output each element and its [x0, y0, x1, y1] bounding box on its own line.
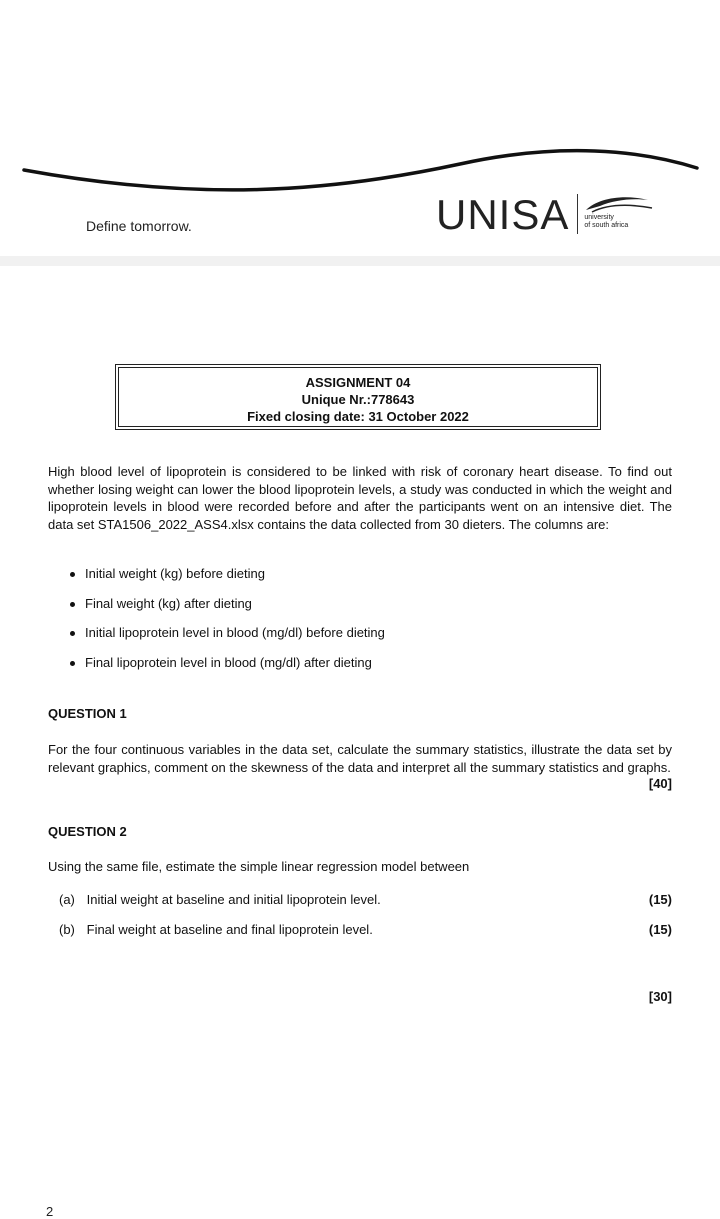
- bullet-icon: [70, 631, 75, 636]
- assignment-box-inner: [118, 367, 598, 427]
- question-1-heading: QUESTION 1: [48, 706, 127, 721]
- unique-number: Unique Nr.:778643: [301, 392, 415, 407]
- wing-icon: [584, 192, 656, 214]
- logo-subtitle: [584, 214, 628, 230]
- columns-list: [68, 566, 668, 684]
- list-item-text: Initial weight (kg) before dieting: [85, 566, 265, 581]
- logo-emblem: [584, 192, 656, 236]
- question-2-text: Using the same file, estimate the simple linear regression model between: [48, 859, 470, 874]
- intro-paragraph: High blood level of lipoprotein is considered to be linked with risk of coronary heart disease. To find out whether losing weight can lower the blood lipoprotein levels, a study was conducted in which the weight and lipoprotein levels in blood were recorded before and after the participants went on an intensive diet. The data set STA1506_2022_ASS4.xlsx contains the data collected from 30 dieters. The columns are:: [48, 464, 672, 532]
- list-item: [68, 625, 668, 655]
- item-text: Initial weight at baseline and initial lipoprotein level.: [86, 892, 381, 907]
- logo-sub-line-1: university: [584, 214, 614, 221]
- list-item-text: Final weight (kg) after dieting: [85, 595, 252, 611]
- page-number: 2: [46, 1204, 54, 1219]
- tagline: Define tomorrow.: [86, 218, 192, 234]
- item-label: (b): [59, 922, 75, 937]
- logo-sub-line-2: of south africa: [584, 222, 629, 229]
- bullet-icon: [70, 661, 75, 666]
- assignment-title: ASSIGNMENT 04: [305, 375, 411, 390]
- list-item-text: Initial lipoprotein level in blood (mg/dl) before dieting: [85, 625, 385, 640]
- list-item: [68, 566, 668, 596]
- header-divider-band: [0, 256, 720, 266]
- list-item: [68, 596, 668, 626]
- item-b-marks: (15): [648, 922, 672, 937]
- list-item-text: Final lipoprotein level in blood (mg/dl) after dieting: [85, 654, 372, 670]
- bullet-icon: [70, 602, 75, 607]
- logo-wordmark: UNISA: [436, 191, 570, 238]
- closing-date: Fixed closing date: 31 October 2022: [247, 409, 469, 424]
- unisa-logo: [436, 192, 656, 238]
- question-2-total-marks: [30]: [648, 989, 672, 1004]
- document-header: [0, 0, 720, 256]
- question-1-marks: [40]: [648, 776, 672, 791]
- item-label: (a): [59, 892, 75, 907]
- list-item: [68, 655, 668, 685]
- question-1-text: For the four continuous variables in the data set, calculate the summary statistics, illustrate the data set by relevant graphics, comment on the skewness of the data and interpret all the summary statistics and graphs.: [48, 742, 672, 775]
- header-swoosh-line: [0, 130, 720, 200]
- logo-divider: [577, 194, 578, 234]
- assignment-box: [115, 364, 601, 430]
- question-2-item-b: [59, 922, 373, 937]
- item-text: Final weight at baseline and final lipoprotein level.: [86, 922, 373, 937]
- question-2-heading: QUESTION 2: [48, 824, 127, 839]
- item-a-marks: (15): [648, 892, 672, 907]
- question-2-item-a: [59, 892, 381, 907]
- bullet-icon: [70, 572, 75, 577]
